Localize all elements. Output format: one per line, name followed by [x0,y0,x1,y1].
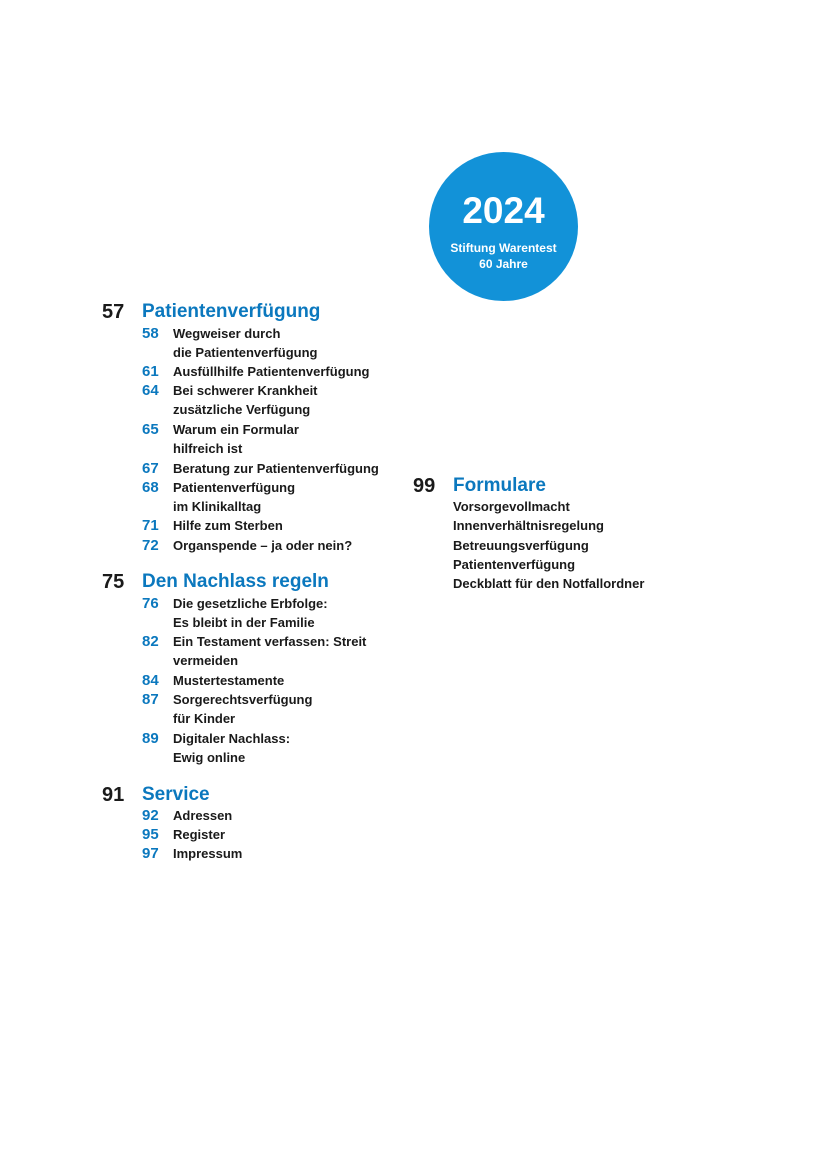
entry-page: 64 [142,382,159,399]
entry-page: 92 [142,807,159,824]
entry-title: Digitaler Nachlass: Ewig online [173,731,291,766]
entry-title: Ein Testament verfassen: Streit vermeiden [173,634,367,669]
badge-text [429,240,578,272]
section-number: 99 [413,475,436,497]
entry-title: Hilfe zum Sterben [173,518,283,533]
section-title: Den Nachlass regeln [142,571,329,592]
form-item[interactable]: Vorsorgevollmacht [453,499,570,514]
section-title: Formulare [453,475,546,496]
entry-page: 72 [142,537,159,554]
entry-title: Ausfüllhilfe Patientenverfügung [173,364,370,379]
entry-page: 76 [142,595,159,612]
section-number: 91 [102,784,125,806]
entry-title: Register [173,827,226,842]
badge-line-1: Stiftung Warentest [450,241,557,255]
entry-page: 97 [142,845,159,862]
entry-title: Wegweiser durch die Patientenverfügung [173,326,318,361]
entry-title: Sorgerechtsverfügung für Kinder [173,692,313,727]
section-title: Patientenverfügung [142,301,321,322]
entry-title: Impressum [173,846,243,861]
entry-title: Mustertestamente [173,673,285,688]
entry-page: 87 [142,691,159,708]
entry-title: Beratung zur Patientenverfügung [173,461,379,476]
entry-page: 68 [142,479,159,496]
form-item[interactable]: Patientenverfügung [453,557,576,572]
anniversary-badge [429,152,578,301]
entry-page: 89 [142,730,159,747]
entry-title: Die gesetzliche Erbfolge: Es bleibt in der Familie [173,596,328,631]
entry-page: 84 [142,672,159,689]
entry-title: Patientenverfügung im Klinikalltag [173,480,296,515]
entry-page: 67 [142,460,159,477]
badge-line-2: 60 Jahre [479,257,528,271]
entry-page: 71 [142,517,159,534]
form-item[interactable]: Betreuungsverfügung [453,538,589,553]
form-item[interactable]: Deckblatt für den Notfallordner [453,576,645,591]
entry-page: 58 [142,325,159,342]
section-number: 57 [102,301,125,323]
entry-page: 65 [142,421,159,438]
entry-page: 61 [142,363,159,380]
section-title: Service [142,784,210,805]
form-item[interactable]: Innenverhältnisregelung [453,518,604,533]
badge-year: 2024 [462,190,545,231]
entry-page: 82 [142,633,159,650]
entry-title: Warum ein Formular hilfreich ist [173,422,299,457]
entry-title: Organspende – ja oder nein? [173,538,353,553]
section-number: 75 [102,571,125,593]
entry-page: 95 [142,826,159,843]
entry-title: Adressen [173,808,233,823]
entry-title: Bei schwerer Krankheit zusätzliche Verfügung [173,383,318,418]
